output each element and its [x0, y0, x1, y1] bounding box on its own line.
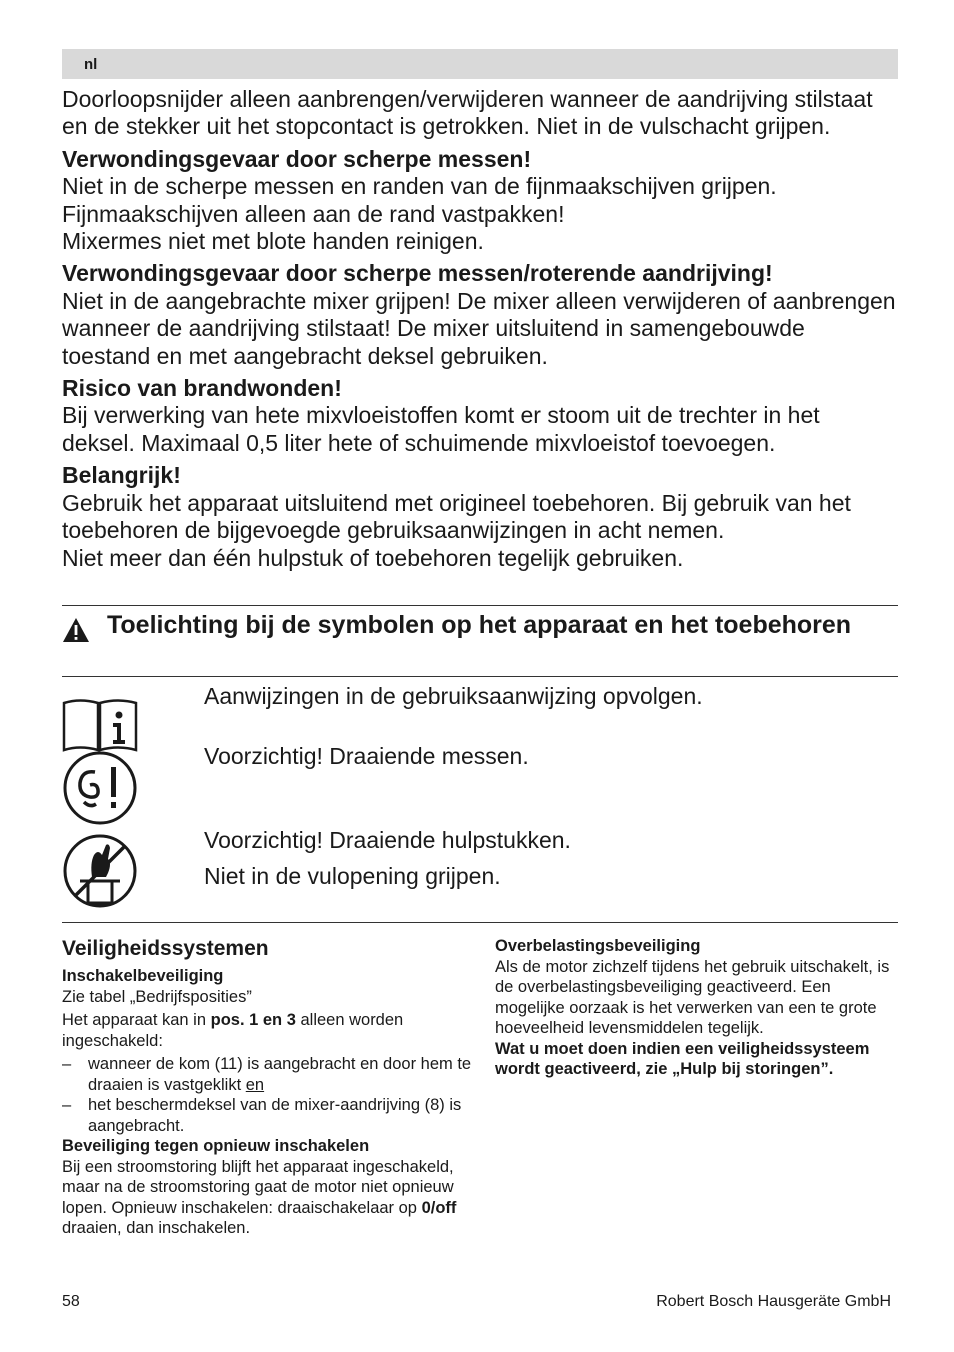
- switch-lock-text: Het apparaat kan in pos. 1 en 3 alleen worden ingeschakeld:: [62, 1011, 404, 1050]
- important-line-1: Gebruik het apparaat uitsluitend met origineel toebehoren. Bij gebruik van het toebehoren de bijgevoegde gebruiksaanwijzingen in acht nemen.: [62, 489, 851, 544]
- rotating-blades-icon: [62, 750, 138, 826]
- burn-warning-text: Bij verwerking van hete mixvloeistoffen komt er stoom uit de trechter in het deksel. Maximaal 0,5 liter hete of schuimende mixvloeistof toevoegen.: [62, 402, 820, 456]
- footer-company: Robert Bosch Hausgeräte GmbH: [656, 1293, 891, 1310]
- divider: [62, 676, 898, 677]
- switch-lock-bullet-1: – wanneer de kom (11) is aangebracht en door hem te draaien is vastgeklikt en: [62, 1055, 472, 1094]
- safety-systems-column: [62, 936, 472, 1239]
- warning-triangle-icon: [62, 617, 90, 643]
- blade-warning-title: Verwondingsgevaar door scherpe messen!: [62, 145, 532, 172]
- blade-warning-line-1: Niet in de scherpe messen en randen van de fijnmaakschijven grijpen.: [62, 173, 777, 200]
- no-hand-in-opening-icon: [62, 833, 138, 909]
- blade-warning-line-3: Mixermes niet met blote handen reinigen.: [62, 228, 484, 255]
- restart-lock-title: Beveiliging tegen opnieuw inschakelen: [62, 1137, 370, 1155]
- symbol-text-tools: Voorzichtig! Draaiende hulpstukken.: [204, 827, 571, 853]
- drive-warning-text: Niet in de aangebrachte mixer grijpen! De mixer alleen verwijderen of aanbrengen wanneer de aandrijving stilstaat! De mixer uitsluitend in samengebouwde toestand en met aangebracht deksel gebruiken.: [62, 287, 896, 369]
- safety-systems-title: Veiligheidssystemen: [62, 937, 269, 960]
- important-line-2: Niet meer dan één hulpstuk of toebehoren tegelijk gebruiken.: [62, 544, 684, 571]
- symbol-text-blades: Voorzichtig! Draaiende messen.: [204, 743, 529, 769]
- symbols-section-title: Toelichting bij de symbolen op het apparaat en het toebehoren: [107, 611, 852, 639]
- important-title: Belangrijk!: [62, 462, 181, 489]
- blade-warning-line-2: Fijnmaakschijven alleen aan de rand vastpakken!: [62, 200, 565, 227]
- page-number: 58: [62, 1293, 80, 1310]
- feeder-warning: Doorloopsnijder alleen aanbrengen/verwijderen wanneer de aandrijving stilstaat en de stekker uit het stopcontact is getrokken. Niet in de vulschacht grijpen.: [62, 86, 873, 140]
- divider: [62, 605, 898, 606]
- overload-title: Overbelastingsbeveiliging: [495, 937, 701, 955]
- drive-warning-title: Verwondingsgevaar door scherpe messen/roterende aandrijving!: [62, 260, 773, 287]
- divider: [62, 922, 898, 923]
- restart-lock-text: Bij een stroomstoring blijft het apparaat ingeschakeld, maar na de stroomstoring gaat de motor niet opnieuw lopen. Opnieuw inschakelen: draaischakelaar op 0/off draaien, dan inschakelen.: [62, 1157, 457, 1237]
- overload-text: Als de motor zichzelf tijdens het gebruik uitschakelt, is de overbelastingsbeveiliging geactiveerd. Een mogelijke oorzaak is het verwerken van een te grote hoeveelheid levensmiddelen tegelijk.: [495, 957, 890, 1037]
- safety-warnings: [62, 86, 898, 572]
- symbol-text-manual: Aanwijzingen in de gebruiksaanwijzing opvolgen.: [204, 683, 703, 709]
- overload-note: Wat u moet doen indien een veiligheidssysteem wordt geactiveerd, zie „Hulp bij storingen”.: [495, 1039, 870, 1078]
- switch-lock-ref: Zie tabel „Bedrijfsposities”: [62, 987, 252, 1006]
- symbol-text-opening: Niet in de vulopening grijpen.: [204, 863, 501, 889]
- overload-column: [495, 936, 895, 1080]
- switch-lock-bullet-2: – het beschermdeksel van de mixer-aandrijving (8) is aangebracht.: [62, 1096, 462, 1135]
- switch-lock-title: Inschakelbeveiliging: [62, 967, 224, 985]
- language-code: nl: [84, 56, 98, 73]
- language-bar: [62, 49, 898, 79]
- burn-warning-title: Risico van brandwonden!: [62, 375, 342, 402]
